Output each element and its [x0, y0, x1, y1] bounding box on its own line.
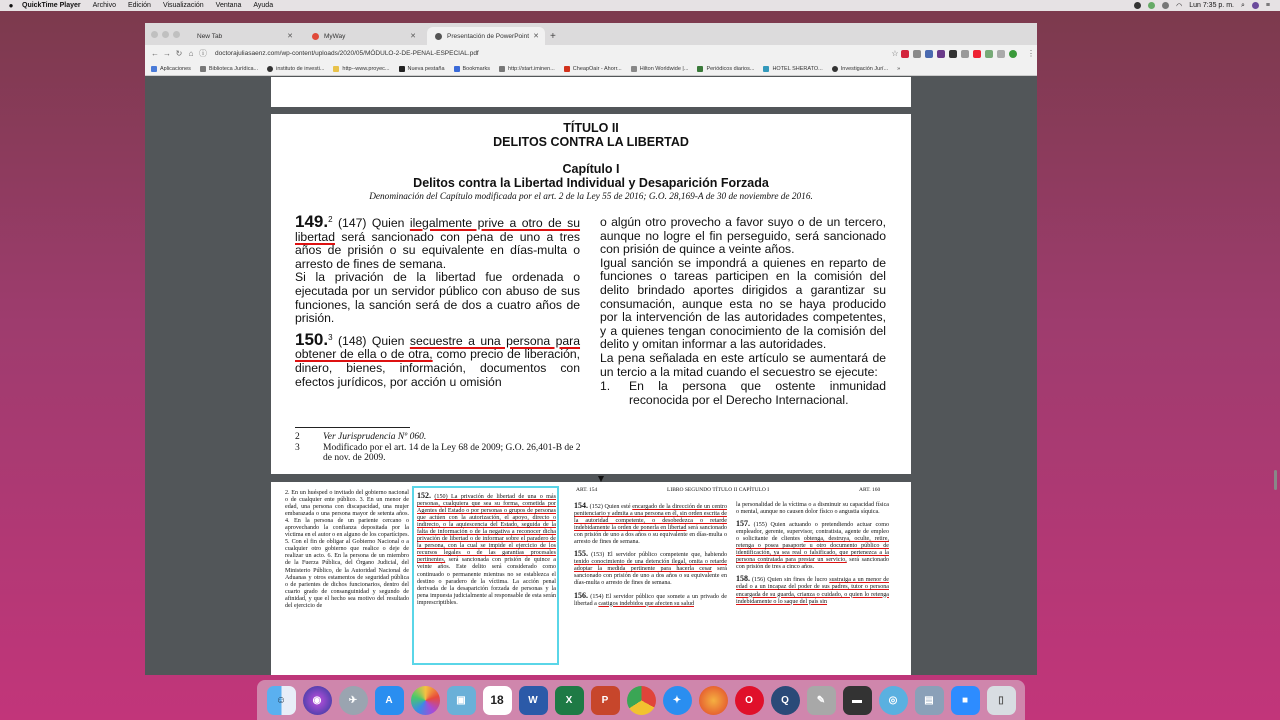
tab-myway[interactable] — [304, 27, 422, 45]
bookmark-item[interactable]: Investigación Jurí... — [832, 66, 888, 72]
forward-icon[interactable]: → — [163, 49, 171, 58]
bookmark-item[interactable]: Aplicaciones — [151, 66, 191, 72]
title-line: DELITOS CONTRA LA LIBERTAD — [493, 135, 689, 149]
bookmark-favicon-icon — [333, 66, 339, 72]
clock[interactable]: Lun 7:35 p. m. — [1189, 2, 1234, 9]
bookmark-item[interactable]: instituto de investi... — [267, 66, 324, 72]
extension-icon[interactable] — [973, 50, 981, 58]
bookmark-favicon-icon — [564, 66, 570, 72]
calendar-icon[interactable]: 18 — [483, 686, 512, 715]
chapter-line: Capítulo I — [562, 162, 620, 176]
myway-favicon-icon — [312, 33, 319, 40]
bookmark-item[interactable]: http://start.iminen... — [499, 66, 555, 72]
reload-icon[interactable]: ↻ — [175, 49, 183, 58]
minimize-window-button[interactable] — [162, 31, 169, 38]
firefox-icon[interactable] — [699, 686, 728, 715]
zoom-window-button[interactable] — [173, 31, 180, 38]
article-154: 154. (152) Quien esté encargado de la dirección de un centro penitenciario y admita a una persona en él, sin orden escrita de la autoridad competente, o desobedezca o retarde indebidamente la orden de ponerla en libertad será sancionado con prisión de uno a dos años o su equivalente en días-multa o arresto de fines de semana. — [574, 501, 727, 546]
menu-edicion[interactable]: Edición — [127, 2, 151, 9]
bookmark-item[interactable]: Periódicos diarios... — [697, 66, 754, 72]
excel-icon[interactable]: X — [555, 686, 584, 715]
left-column — [295, 213, 580, 389]
extension-icon[interactable] — [925, 50, 933, 58]
article-156: 156. (154) El servidor público que somete a un privado de libertad a castigos indebidos que afecten su salud — [574, 590, 727, 607]
bookmark-favicon-icon — [399, 66, 405, 72]
page2-column-1: 2. En un huésped o invitado del gobierno nacional o de cualquier ente público. 3. En un menor de edad, una persona con discapacidad, una mujer embarazada o una persona mayor de setenta años. 4. En la persona de un pariente cercano o aprovechando la confianza depositada por la víctima en el autor o en alguno de los copartícipes. 5. Con el fin de obligar al Gobierno Nacional o a cualquier otro gobierno que realice o deje de realizar un acto. 6. En la persona de un miembro de la Fuerza Pública, del Órgano Judicial, del Ministerio Público, de la Autoridad Nacional de Aduanas y otros estamentos de seguridad pública o de parientes de dichos funcionarios, dentro del cuarto grado de consanguinidad y segundo de afinidad, y que el hecho sea motivo del resultado del ejercicio de — [285, 490, 409, 609]
menu-archivo[interactable]: Archivo — [92, 2, 116, 9]
record-icon[interactable] — [1134, 2, 1141, 9]
close-tab-icon[interactable]: ✕ — [287, 33, 293, 40]
page2-column-2: 152. (150) La privación de libertad de una o más personas, cualquiera que sea su forma, cometida por Agentes del Estado o por personas o grupos de personas que actúen con la autorización, el apoyo, directo o indirecto, o la aquiescencia del Estado, seguida de la falta de información o de la negativa a reconocer dicha privación de libertad o de informar sobre el paradero de la persona, con la cual se impide el ejercicio de los recursos legales o de las garantías procesales pertinentes, será sancionada con prisión de quince a veinte años. Este delito será considerado como continuado o permanente mientras no se establezca el destino o paradero de la víctima. La acción penal derivada de la desaparición forzada de personas y la pena impuesta judicialmente al responsable de esta serán imprescriptibles. — [417, 491, 556, 606]
bookmark-favicon-icon — [697, 66, 703, 72]
pdf-page — [271, 482, 911, 675]
more-bookmarks-icon[interactable]: » — [897, 65, 901, 72]
control-center-icon[interactable]: ≡ — [1265, 2, 1270, 9]
preview-icon[interactable]: ▣ — [447, 686, 476, 715]
extension-icon[interactable] — [997, 50, 1005, 58]
article-150-continued: o algún otro provecho a favor suyo o de un tercero, aunque no logre el fin perseguido, será sancionado con prisión de quince a veinte años. — [600, 215, 886, 257]
word-icon[interactable]: W — [519, 686, 548, 715]
finder-icon[interactable]: ☺ — [267, 686, 296, 715]
opera-icon[interactable]: O — [735, 686, 764, 715]
globe-icon — [435, 33, 442, 40]
bookmark-item[interactable]: Bookmarks — [454, 66, 491, 72]
pdf-page-previous — [271, 77, 911, 107]
apple-icon[interactable]: ● — [8, 1, 14, 10]
pinterest-icon[interactable] — [901, 50, 909, 58]
page2-column-3 — [574, 502, 727, 608]
article-number: 150. — [295, 329, 329, 349]
pdf-viewer[interactable] — [145, 77, 1037, 675]
launchpad-icon[interactable]: ✈ — [339, 686, 368, 715]
tab-label: New Tab — [197, 32, 223, 40]
chapter-block — [271, 162, 911, 190]
app-store-icon[interactable]: A — [375, 686, 404, 715]
article-150: 150.$^3$ (148) Quien secuestre a una persona para obtener de ella o de otra, como precio de liberación, dinero, bienes, información, documentos con efectos jurídicos, por acción u omisión — [295, 329, 581, 389]
menu-ventana[interactable]: Ventana — [215, 2, 242, 9]
siri-icon[interactable]: ◉ — [303, 686, 332, 715]
unknown-app-icon[interactable]: ▬ — [843, 686, 872, 715]
globe-icon — [832, 66, 838, 72]
home-icon[interactable]: ⌂ — [188, 49, 194, 58]
chrome-icon[interactable] — [627, 686, 656, 715]
dock — [257, 680, 1025, 720]
footnote-divider — [295, 427, 410, 428]
powerpoint-icon[interactable]: P — [591, 686, 620, 715]
extension-icon[interactable] — [961, 50, 969, 58]
footnote-ref: 3 — [328, 332, 333, 342]
extension-icon[interactable] — [949, 50, 957, 58]
siri-menu-icon[interactable] — [1252, 2, 1259, 9]
bookmark-item[interactable]: http--www.proyec... — [333, 66, 389, 72]
image-capture-icon[interactable]: ▤ — [915, 686, 944, 715]
photos-icon[interactable] — [411, 686, 440, 715]
article-number: 149. — [295, 212, 329, 232]
network-icon[interactable]: ◎ — [879, 686, 908, 715]
profile-avatar[interactable] — [1009, 50, 1017, 58]
new-tab-button[interactable]: + — [550, 31, 556, 42]
bookmarks-bar — [145, 62, 1037, 76]
address-bar — [145, 45, 1037, 62]
apps-icon — [151, 66, 157, 72]
bookmark-item[interactable]: Hilton Worldwide |... — [631, 66, 689, 72]
url-input[interactable]: doctorajuliasaenz.com/wp-content/uploads/2020/05/MÓDULO-2-DE-PENAL-ESPECIAL.pdf — [215, 50, 479, 57]
tab-label: Presentación de PowerPoint — [447, 32, 530, 40]
running-header-right: ART. 160 — [859, 487, 881, 493]
article-150-paragraph-3: La pena señalada en este artículo se aumentará de un tercio a la mitad cuando el secuestro se ejecute: — [600, 350, 886, 379]
chapter-line: Delitos contra la Libertad Individual y Desaparición Forzada — [413, 176, 769, 190]
quicktime-icon[interactable]: Q — [771, 686, 800, 715]
mouse-cursor-icon — [598, 476, 604, 482]
menu-ayuda[interactable]: Ayuda — [253, 2, 274, 9]
page2-column-4: la personalidad de la víctima o a disminuir su capacidad física o mental, aunque no causen dolor físico o angustia síquica. 157. (155) Quien actuando o pretendiendo actuar como empleador, gerente, supervisor, contratista, agente de empleo o solicitante de clientes obtenga, destruya, oculte, retire, retenga o posea pasaporte u otro documento público de identificación, ya sea real o falsificado, que pertenezca a la persona contratada para prestar un servicio, será sancionado con prisión de tres a cinco años. 158. (156) Quien sin fines de lucro sustraiga a un menor de edad o a un incapaz del poder de sus padres, tutor o persona encargada de su guarda, crianza o cuidado, o quien lo retenga indebidamente o lo saque del país sin — [736, 502, 890, 605]
underlined-text: secuestre a una persona para obtener de ella o de otra, — [295, 333, 581, 362]
bookmark-item[interactable]: Biblioteca Jurídica... — [200, 66, 258, 72]
pdf-page — [271, 114, 911, 474]
list-item: 1. En la persona que ostente inmunidad reconocida por el Derecho Internacional. — [600, 379, 886, 407]
bookmark-favicon-icon — [631, 66, 637, 72]
article-150-paragraph-2: Igual sanción se impondrá a quienes en reparto de funciones o tareas participen en la comisión del delito brindado aportes dirigidos a garantizar su consumación, aunque esta no se haya producido por la intervención de las autoridades competentes, y a quienes tengan conocimiento de la comisión del delito y omitan informar a las autoridades. — [600, 255, 886, 352]
article-157: 157. (155) Quien actuando o pretendiendo actuar como empleador, gerente, supervisor, contratista, agente de empleo o solicitante de clientes obtenga, destruya, oculte, retire, retenga o posea pasaporte u otro documento público de identificación, ya sea real o falsificado, que pertenezca a la persona contratada para prestar un servicio, será sancionado con prisión de tres a cinco años. — [736, 519, 889, 571]
extensions-bar — [901, 50, 1017, 58]
article-149-paragraph-2: Si la privación de la libertad fue ordenada o ejecutada por un servidor público con abuso de sus funciones, la sanción será de dos a cuatro años de prisión. — [295, 270, 580, 326]
menu-kebab-icon[interactable]: ⋮ — [1027, 49, 1035, 58]
title-line: TÍTULO II — [563, 121, 619, 135]
wifi-icon[interactable]: ◠ — [1176, 2, 1183, 10]
status-area — [1134, 0, 1270, 11]
article-158: 158. (156) Quien sin fines de lucro sustraiga a un menor de edad o a un incapaz del poder de sus padres, tutor o persona encargada de su guarda, crianza o cuidado, o quien lo retenga indebidamente o lo saque del país sin — [736, 574, 890, 605]
menu-bar — [0, 0, 1280, 11]
desktop-scroll-indicator — [1274, 470, 1277, 490]
right-column — [600, 216, 886, 407]
extension-icon[interactable] — [913, 50, 921, 58]
underlined-text: ilegalmente prive a otro de su libertad — [295, 216, 581, 244]
tab-bar — [145, 23, 1037, 45]
search-icon[interactable]: ⌕ — [1240, 1, 1245, 9]
chapter-denomination-note: Denominación del Capítulo modificada por el art. 2 de la Ley 55 de 2016; G.O. 28,169-A de 30 de noviembre de 2016. — [369, 192, 813, 202]
safari-icon[interactable]: ✦ — [663, 686, 692, 715]
bookmark-item[interactable]: HOTEL SHERATO... — [763, 66, 822, 72]
window-controls — [151, 31, 180, 38]
tab-presentacion[interactable] — [427, 27, 545, 45]
bookmark-favicon-icon — [763, 66, 769, 72]
extension-icon[interactable] — [985, 50, 993, 58]
info-icon[interactable]: ⓘ — [199, 49, 207, 58]
back-icon[interactable]: ← — [151, 49, 159, 58]
article-155: 155. (153) El servidor público competente que, habiendo tenido conocimiento de una detención ilegal, omita o retarde adoptar la medida pertinente para hacerla cesar será sancionado con prisión de uno a dos años o su equivalente en días-multa o arresto de fines de semana. — [574, 549, 727, 587]
star-icon[interactable]: ☆ — [891, 49, 899, 58]
browser-window — [145, 23, 1037, 675]
globe-icon — [267, 66, 273, 72]
footnote: 2 Ver Jurisprudencia Nº 060. — [295, 432, 427, 442]
article-149: 149.$^2$ (147) Quien ilegalmente prive a otro de su libertad será sancionado con pena de uno a tres años de prisión o su equivalente en días-multa o arresto de fines de semana. — [295, 212, 581, 271]
close-window-button[interactable] — [151, 31, 158, 38]
title-block — [271, 121, 911, 149]
script-editor-icon[interactable]: ✎ — [807, 686, 836, 715]
close-tab-icon[interactable]: ✕ — [533, 33, 539, 40]
footnote: 3 Modificado por el art. 14 de la Ley 68 de 2009; G.O. 26,401-B de 2 de nov. de 2009. — [295, 442, 581, 463]
running-header-center: LIBRO SEGUNDO TÍTULO II CAPÍTULO I — [667, 487, 770, 493]
trash-icon[interactable]: ▯ — [987, 686, 1016, 715]
menu-app-name[interactable]: QuickTime Player — [22, 2, 81, 9]
close-tab-icon[interactable]: ✕ — [410, 33, 416, 40]
menu-visualizacion[interactable]: Visualización — [162, 2, 204, 9]
extension-icon[interactable] — [937, 50, 945, 58]
bookmark-favicon-icon — [499, 66, 505, 72]
tab-new-tab[interactable] — [181, 27, 299, 45]
zoom-icon[interactable]: ■ — [951, 686, 980, 715]
tab-label: MyWay — [324, 32, 346, 40]
footnotes — [295, 432, 585, 464]
extension-icon[interactable] — [1148, 2, 1155, 9]
battery-icon[interactable] — [1162, 2, 1169, 9]
bookmark-item[interactable]: Nueva pestaña — [399, 66, 445, 72]
footnote-ref: 2 — [328, 215, 333, 224]
running-header-left: ART. 154 — [576, 487, 598, 493]
bookmark-item[interactable]: CheapOair - Ahorr... — [564, 66, 622, 72]
star-icon — [454, 66, 460, 72]
bookmark-favicon-icon — [200, 66, 206, 72]
